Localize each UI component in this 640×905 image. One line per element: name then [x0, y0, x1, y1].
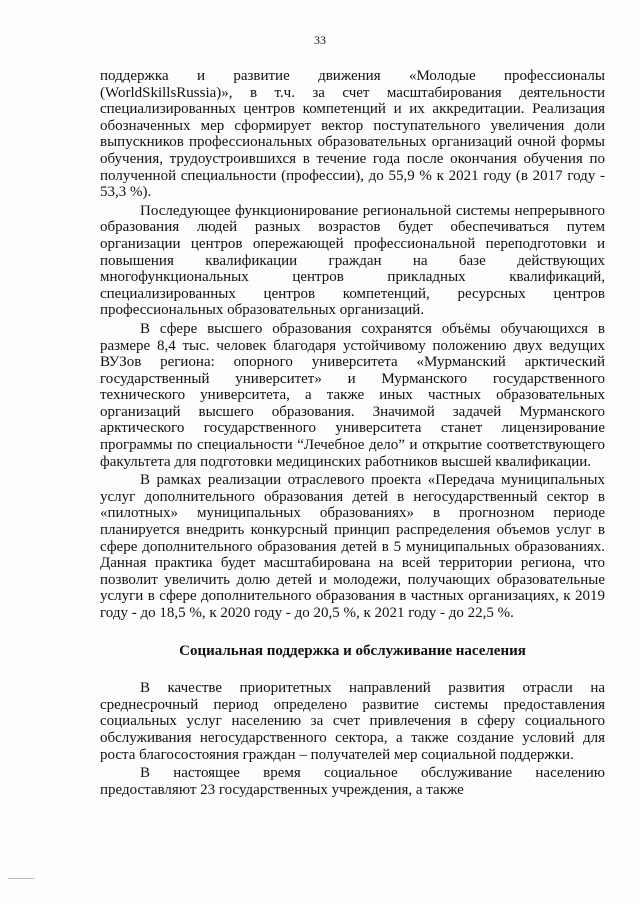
section-heading-social-support: Социальная поддержка и обслуживание населения — [179, 642, 526, 659]
paragraph-social-institutions: В настоящее время социальное обслуживание населению предоставляют 23 государственных учреждения, а также — [100, 765, 605, 798]
paragraph-social-priorities: В качестве приоритетных направлений развития отрасли на среднесрочный период определено развитие системы предоставления социальных услуг населению за счет привлечения в сферу социального обслуживания негосударственного сектора, а также создание условий для роста благосостояния граждан – получателей мер социальной поддержки. — [100, 680, 605, 763]
paragraph-continuous-education: Последующее функционирование региональной системы непрерывного образования людей разных возрастов будет обеспечиваться путем организации центров опережающей профессиональной переподготовки и повышения квалификации граждан на базе действующих многофункциональных центров прикладных квалификаций, специализированных центров компетенций, ресурсных центров профессиональных образовательных организаций. — [100, 202, 605, 319]
paragraph-workskills-continuation: поддержка и развитие движения «Молодые профессионалы (WorldSkillsRussia)», в т.ч. за счет масштабирования деятельности специализированных центров компетенций и их аккредитации. Реализация обозначенных мер сформирует вектор поступательного увеличения доли выпускников профессиональных образовательных организаций очной формы обучения, трудоустроившихся в течение года после окончания обучения по полученной специальности (профессии), до 55,9 % к 2021 году (в 2017 году - 53,3 %). — [100, 68, 605, 201]
paragraph-additional-education-project: В рамках реализации отраслевого проекта «Передача муниципальных услуг дополнительного образования детей в негосударственный сектор в «пилотных» муниципальных образованиях» в прогнозном периоде планируется внедрить конкурсный принцип распределения объемов услуг в сфере дополнительного образования детей в 5 муниципальных образованиях. Данная практика будет масштабирована на всей территории региона, что позволит увеличить долю детей и молодежи, получающих образовательные услуги в сфере дополнительного образования в частных организациях, к 2019 году - до 18,5 %, к 2020 году - до 20,5 %, к 2021 году - до 22,5 %. — [100, 472, 605, 621]
paragraph-higher-education: В сфере высшего образования сохранятся объёмы обучающихся в размере 8,4 тыс. человек благодаря устойчивому положению двух ведущих ВУЗов региона: опорного университета «Мурманский арктический государственный университет» и Мурманского государственного технического университета, а также иных частных образовательных организаций высшего образования. Значимой задачей Мурманского арктического государственного университета станет лицензирование программы по специальности “Лечебное дело” и открытие соответствующего факультета для подготовки медицинских работников высшей квалификации. — [100, 320, 605, 470]
page-number: 33 — [314, 33, 326, 47]
scan-edge-mark — [8, 878, 34, 879]
document-body — [100, 68, 605, 798]
